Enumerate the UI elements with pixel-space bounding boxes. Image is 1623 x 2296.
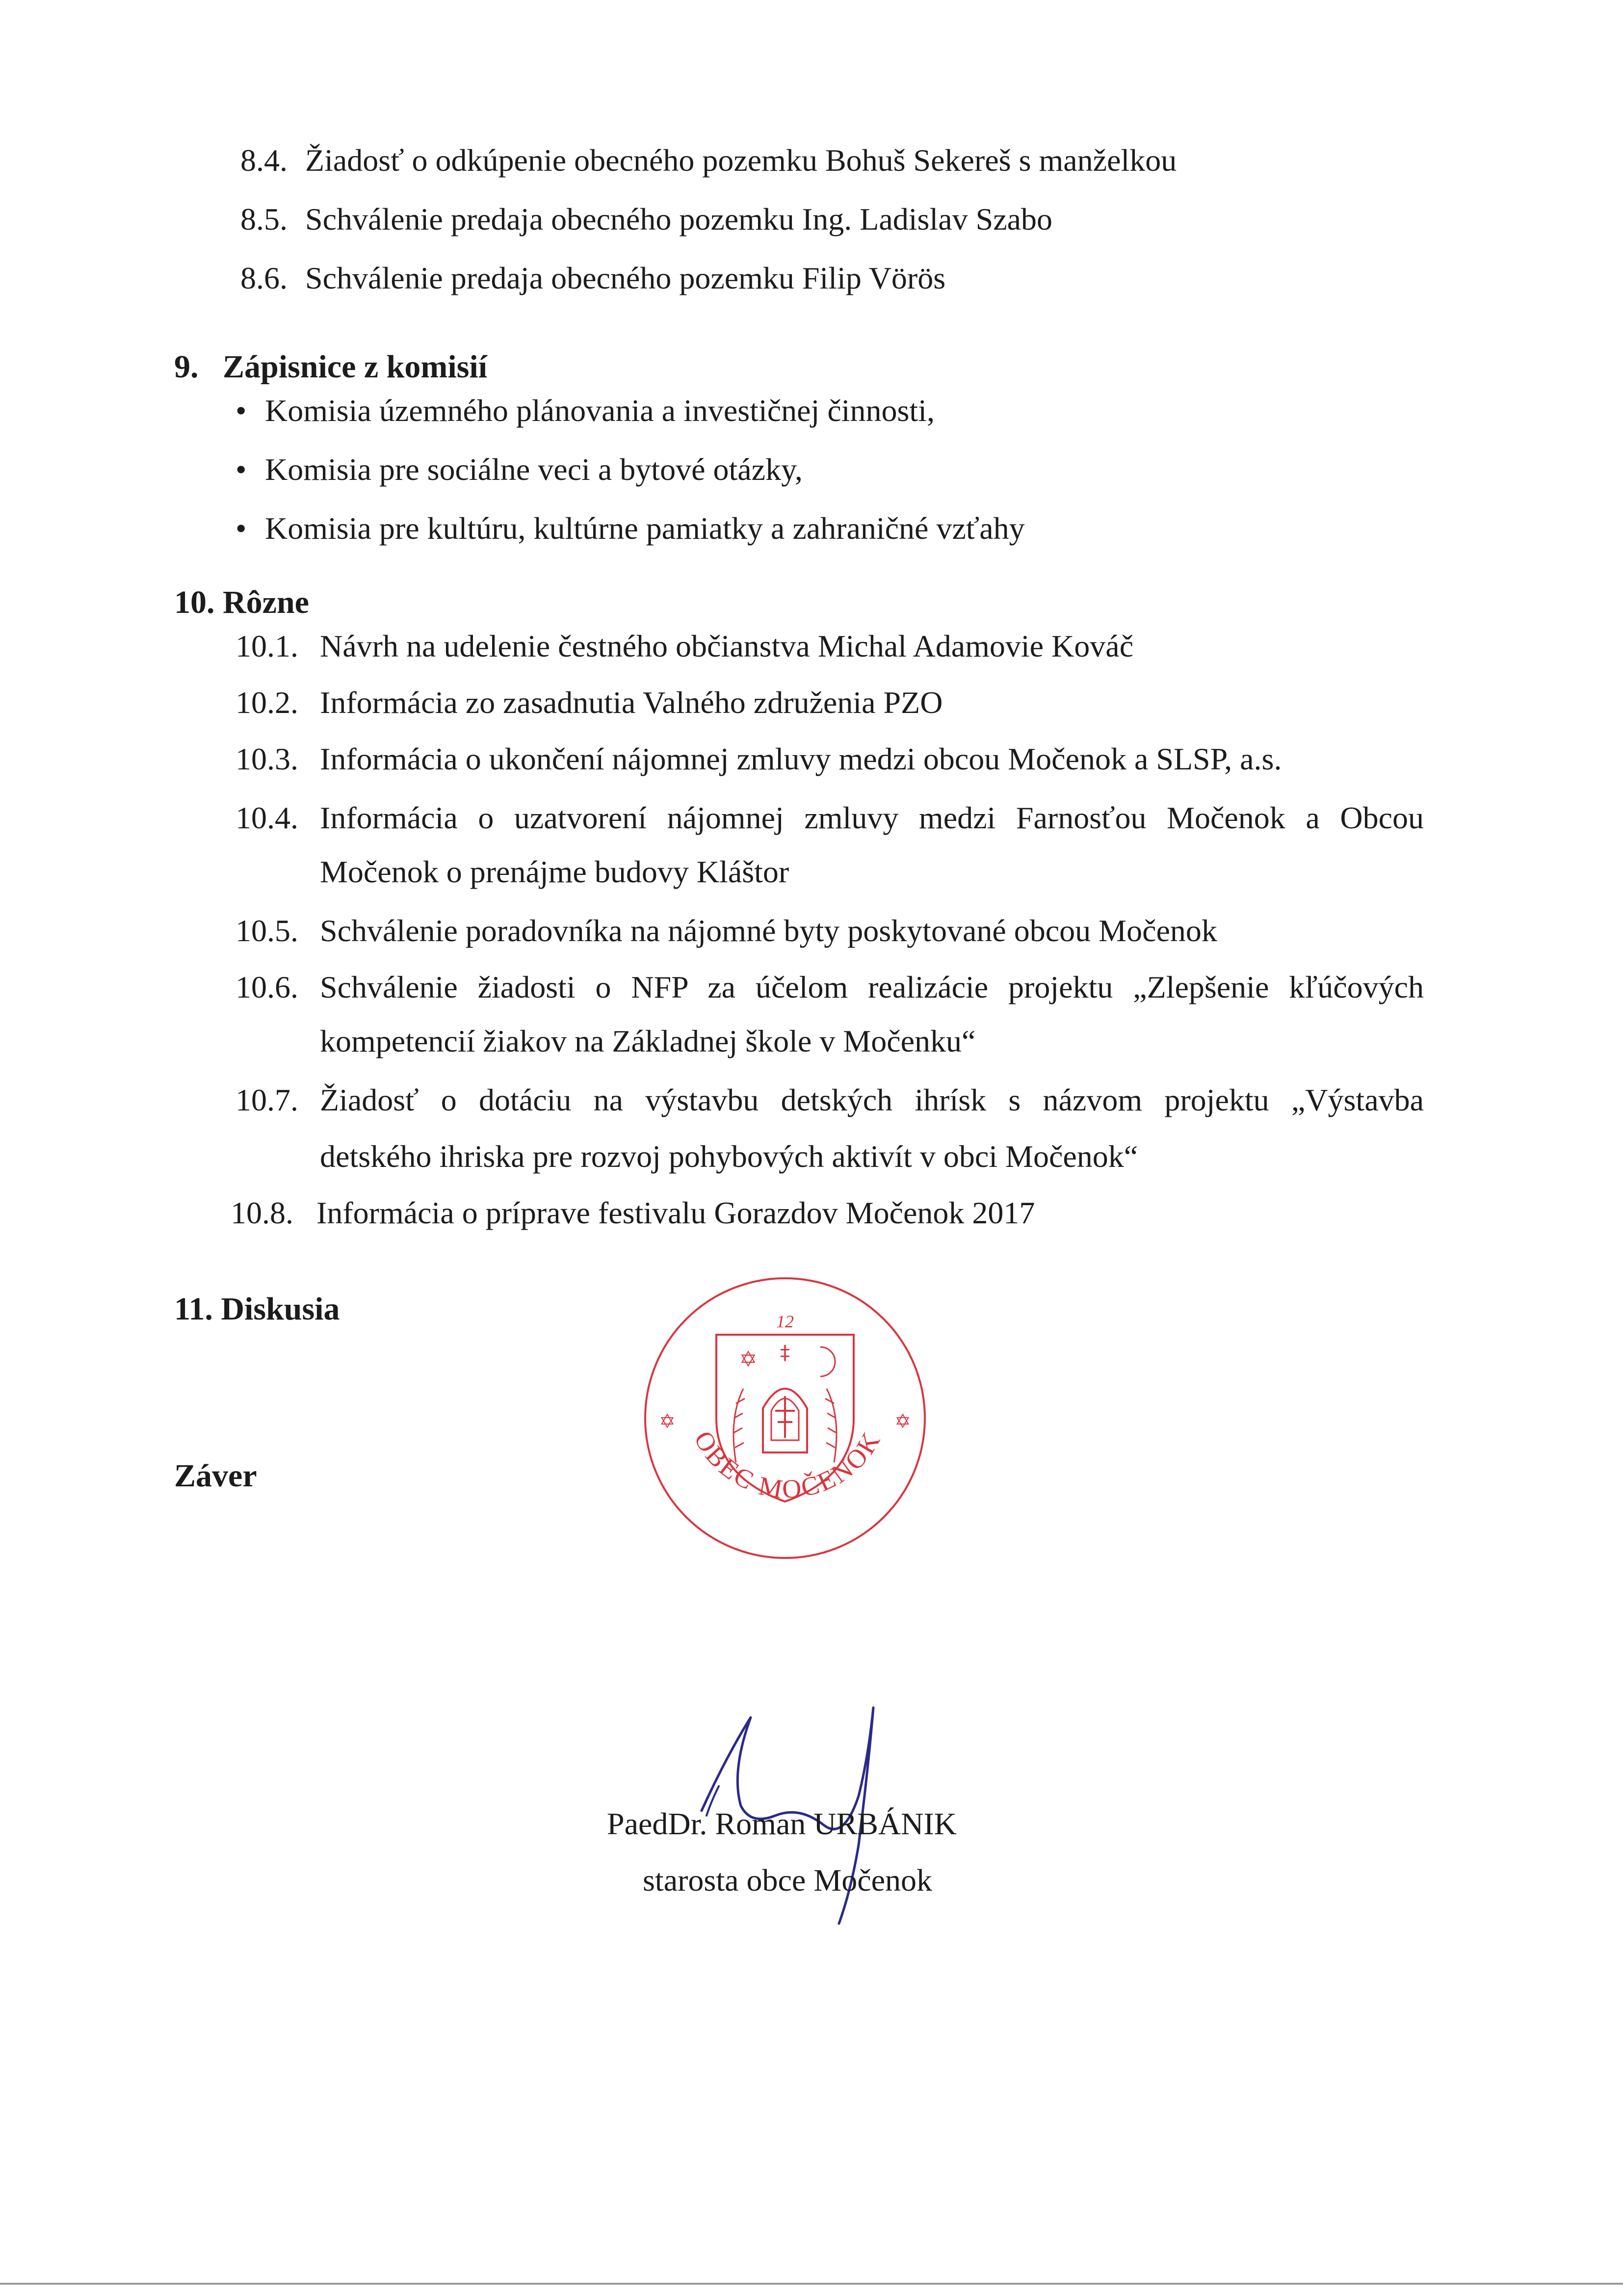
agenda-item: Návrh na udelenie čestného občianstva Michal Adamovie Kováč xyxy=(320,629,1134,663)
agenda-item: Informácia o ukončení nájomnej zmluvy medzi obcou Močenok a SLSP, a.s. xyxy=(320,741,1282,776)
agenda-item: Schválenie predaja obecného pozemku Ing. Ladislav Szabo xyxy=(305,202,1052,237)
bullet-item: Komisia pre sociálne veci a bytové otázky, xyxy=(265,452,803,487)
bullet-item: Komisia územného plánovania a investičnej činnosti, xyxy=(265,393,935,428)
section-heading: 10. Rôzne xyxy=(174,584,309,620)
signatory-role: starosta obce Močenok xyxy=(643,1863,933,1898)
seal-number: 12 xyxy=(776,1312,794,1331)
bullet-dot-icon: • xyxy=(236,511,247,546)
agenda-item: Informácia zo zasadnutia Valného združenia PZO xyxy=(320,685,943,720)
svg-text:OBEC MOČENOK xyxy=(688,1426,887,1504)
item-number: 8.4. xyxy=(240,143,288,178)
agenda-item: Informácia o príprave festivalu Gorazdov Močenok 2017 xyxy=(316,1195,1035,1230)
agenda-item: Schválenie predaja obecného pozemku Filip Vörös xyxy=(305,261,946,295)
scan-edge-line xyxy=(0,2283,1623,2285)
signatory-name: PaedDr. Roman URBÁNIK xyxy=(607,1806,957,1841)
item-number: 8.5. xyxy=(240,202,288,237)
svg-text:✡: ✡ xyxy=(739,1347,758,1372)
agenda-item-line: Močenok o prenájme budovy Kláštor xyxy=(320,854,789,889)
agenda-item: Žiadosť o odkúpenie obecného pozemku Bohuš Sekereš s manželkou xyxy=(305,143,1177,178)
official-seal-stamp xyxy=(638,1271,932,1565)
item-number: 8.6. xyxy=(240,261,288,295)
bullet-item: Komisia pre kultúru, kultúrne pamiatky a zahraničné vzťahy xyxy=(265,511,1025,546)
item-number: 10.4. xyxy=(236,800,298,835)
agenda-item-line: Žiadosť o dotáciu na výstavbu detských ihrísk s názvom projektu „Výstavba xyxy=(320,1082,1424,1117)
item-number: 10.6. xyxy=(236,970,298,1004)
seal-text: OBEC MOČENOK xyxy=(688,1425,887,1504)
agenda-item: Schválenie poradovníka na nájomné byty poskytované obcou Močenok xyxy=(320,913,1217,948)
item-number: 10.7. xyxy=(236,1082,298,1117)
svg-text:✡: ✡ xyxy=(894,1410,911,1433)
section-heading: 9. Zápisnice z komisií xyxy=(174,349,488,385)
item-number: 10.8. xyxy=(231,1195,293,1230)
agenda-item-line: detského ihriska pre rozvoj pohybových aktivít v obci Močenok“ xyxy=(320,1139,1138,1174)
item-number: 10.2. xyxy=(236,685,298,720)
section-heading: Záver xyxy=(174,1458,257,1494)
agenda-item-line: kompetencií žiakov na Základnej škole v Močenku“ xyxy=(320,1024,976,1058)
bullet-dot-icon: • xyxy=(236,393,247,428)
agenda-item-line: Schválenie žiadosti o NFP za účelom realizácie projektu „Zlepšenie kľúčových xyxy=(320,970,1424,1004)
bullet-dot-icon: • xyxy=(236,452,247,487)
item-number: 10.3. xyxy=(236,741,298,776)
svg-text:‡: ‡ xyxy=(780,1342,790,1364)
section-heading: 11. Diskusia xyxy=(174,1291,340,1327)
svg-text:✡: ✡ xyxy=(659,1410,676,1433)
agenda-item-line: Informácia o uzatvorení nájomnej zmluvy medzi Farnosťou Močenok a Obcou xyxy=(320,800,1424,835)
item-number: 10.1. xyxy=(236,629,298,663)
item-number: 10.5. xyxy=(236,913,298,948)
